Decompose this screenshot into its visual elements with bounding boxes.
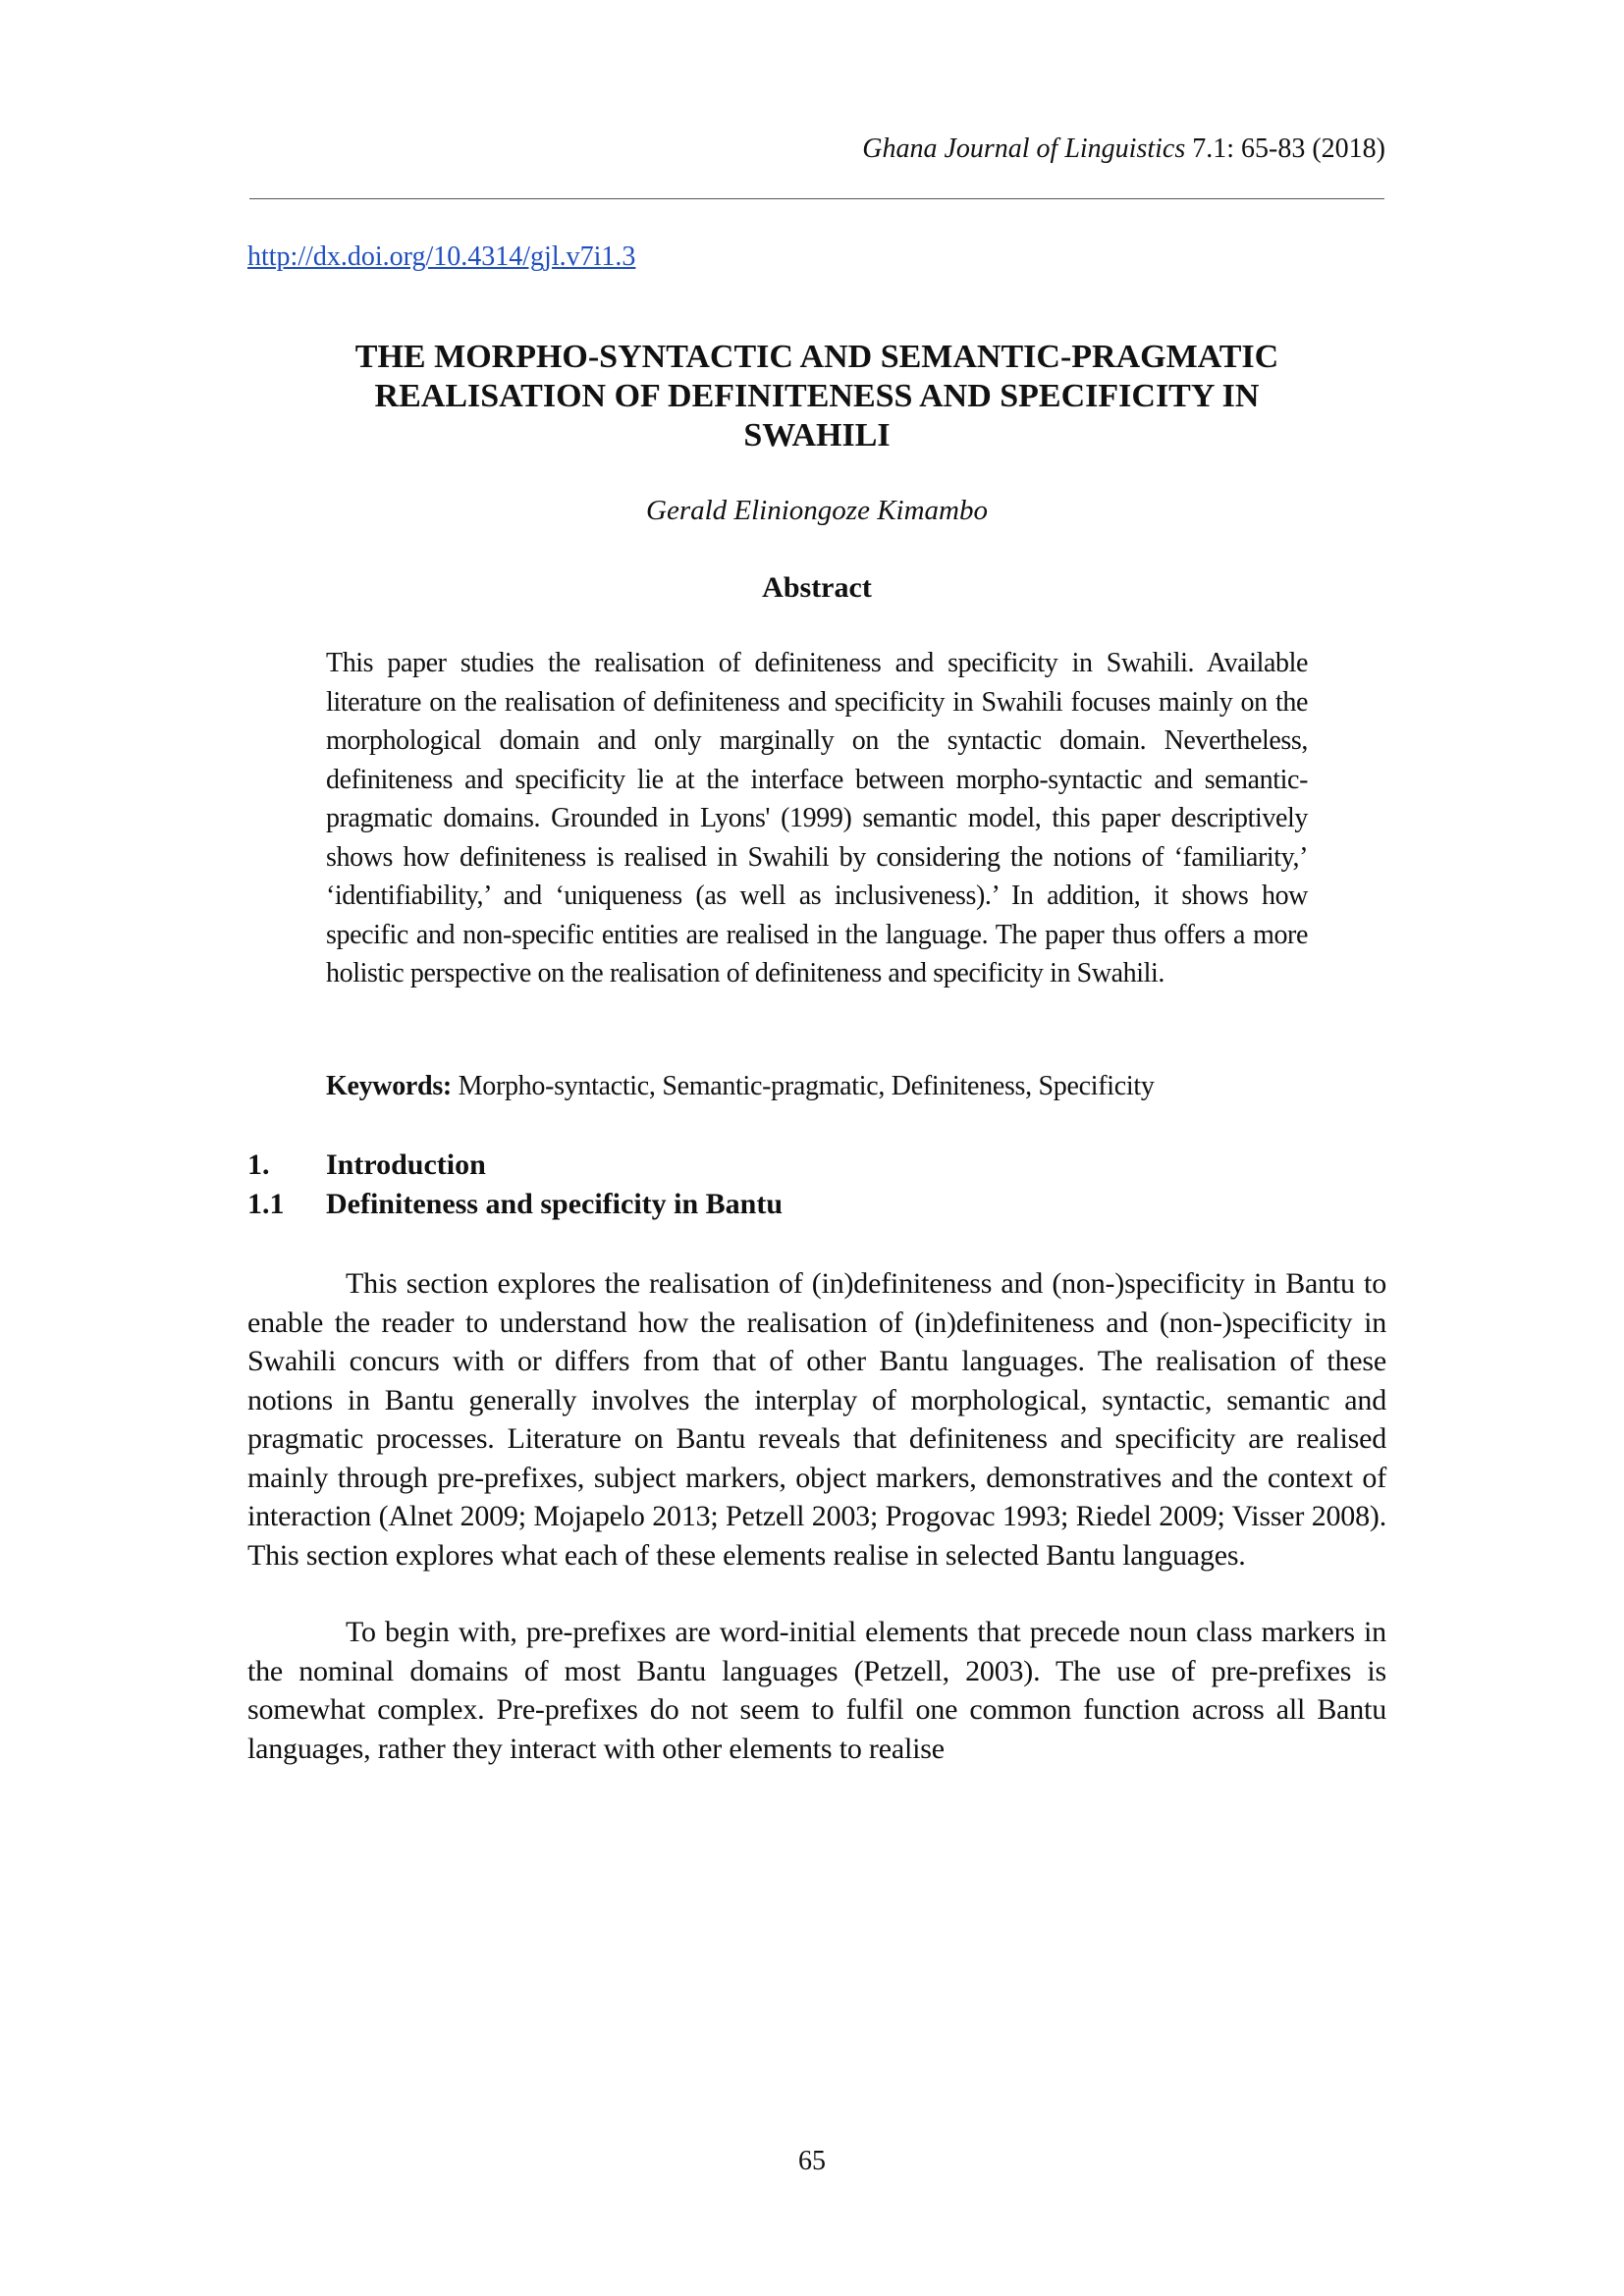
section-number: 1.1 xyxy=(247,1188,285,1220)
keywords-list: Morpho-syntactic, Semantic-pragmatic, Definiteness, Specificity xyxy=(451,1071,1155,1101)
section-heading-introduction xyxy=(247,1148,486,1182)
journal-citation: 7.1: 65-83 (2018) xyxy=(1185,133,1385,164)
section-heading-definiteness-bantu xyxy=(247,1188,783,1221)
abstract-heading: Abstract xyxy=(762,571,872,604)
author-name: Gerald Eliniongoze Kimambo xyxy=(646,495,988,526)
title-line: SWAHILI xyxy=(743,417,891,454)
body-paragraph: To begin with, pre-prefixes are word-initial elements that precede noun class markers in the nominal domains of most Bantu languages (Petzell, 2003). The use of pre-prefixes is somewhat complex. Pre-prefixes do not seem to fulfil one common function across all Bantu languages, rather they interact with other elements to realise xyxy=(247,1616,1386,1765)
section-title: Definiteness and specificity in Bantu xyxy=(326,1188,784,1220)
page-number: 65 xyxy=(798,2146,826,2176)
title-line: REALISATION OF DEFINITENESS AND SPECIFICITY IN xyxy=(374,378,1260,414)
abstract-text: This paper studies the realisation of definiteness and specificity in Swahili. Available literature on the realisation of definiteness and specificity in Swahili focuses mainly on the morphological domain and only marginally on the syntactic domain. Nevertheless, definiteness and specificity lie at the interface between morpho-syntactic and semantic-pragmatic domains. Grounded in Lyons' (1999) semantic model, this paper descriptively shows how definiteness is realised in Swahili by considering the notions of ‘familiarity,’ ‘identifiability,’ and ‘uniqueness (as well as inclusiveness).’ In addition, it shows how specific and non-specific entities are realised in the language. The paper thus offers a more holistic perspective on the realisation of definiteness and specificity in Swahili. xyxy=(326,648,1308,988)
body-paragraph: This section explores the realisation of (in)definiteness and (non-)specificity in Bantu to enable the reader to understand how the realisation of (in)definiteness and (non-)specificity in Swahili concurs with or differs from that of other Bantu languages. The realisation of these notions in Bantu generally involves the interplay of morphological, syntactic, semantic and pragmatic processes. Literature on Bantu reveals that definiteness and specificity are realised mainly through pre-prefixes, subject markers, object markers, demonstratives and the context of interaction (Alnet 2009; Mojapelo 2013; Petzell 2003; Progovac 1993; Riedel 2009; Visser 2008). This section explores what each of these elements realise in selected Bantu languages. xyxy=(247,1267,1386,1572)
journal-name: Ghana Journal of Linguistics xyxy=(862,133,1186,164)
keywords xyxy=(326,1071,1308,1102)
article-title xyxy=(249,338,1384,455)
header-divider xyxy=(249,198,1384,199)
title-line: THE MORPHO-SYNTACTIC AND SEMANTIC-PRAGMATIC xyxy=(354,339,1279,375)
section-title: Introduction xyxy=(326,1148,486,1181)
keywords-label: Keywords: xyxy=(326,1071,452,1101)
running-head xyxy=(862,133,1385,165)
doi-link[interactable]: http://dx.doi.org/10.4314/gjl.v7i1.3 xyxy=(247,241,636,272)
section-number: 1. xyxy=(247,1148,270,1181)
